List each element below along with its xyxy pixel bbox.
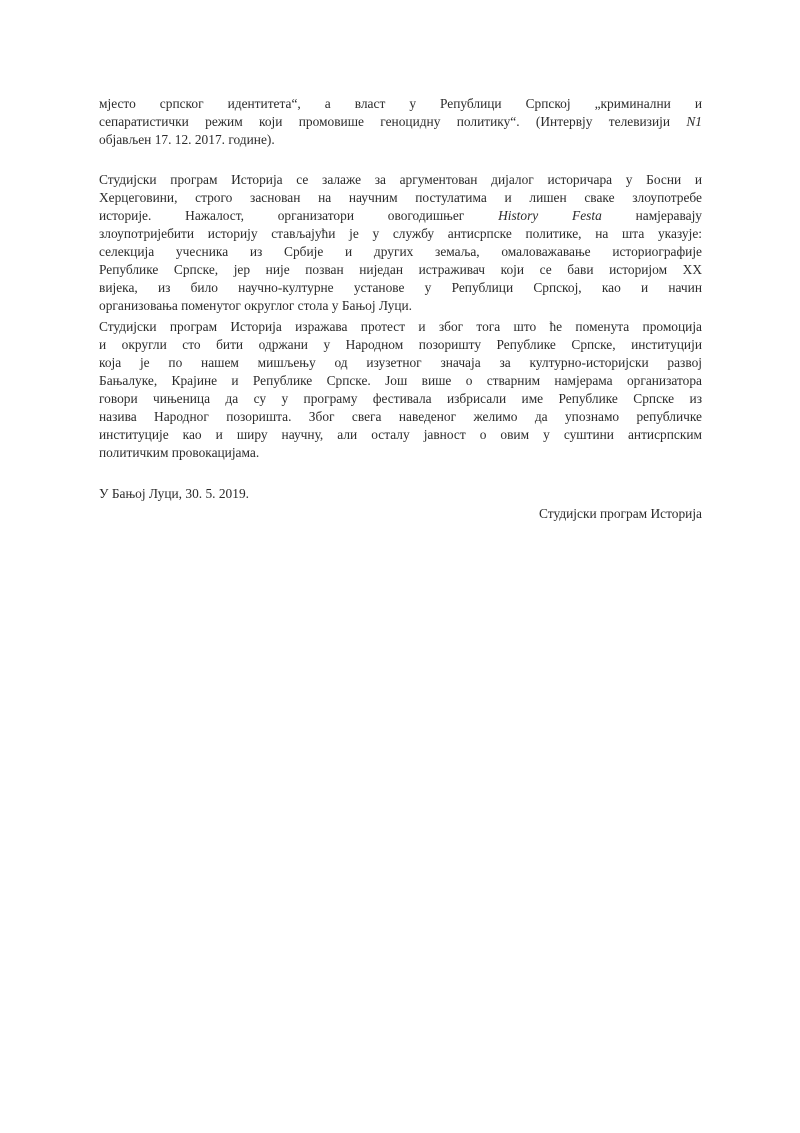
paragraph-3-line-1: Студијски програм Историја изражава протест и због тога што ће поменута промоција	[99, 319, 702, 334]
paragraph-2-line-5: селекција учесника из Србије и других земаља, омаловажавање историографије	[99, 244, 702, 259]
paragraph-3-line-7: институције као и ширу научну, али осталу јавност о овим у суштини антисрпским	[99, 427, 702, 442]
paragraph-1-line-2-text: сепаратистички режим који промовише геноцидну политику“. (Интервју телевизији	[99, 114, 687, 129]
paragraph-3-line-6: назива Народног позоришта. Због свега наведеног желимо да упознамо републичке	[99, 409, 702, 424]
paragraph-2-line-3-text: историје. Нажалост, организатори овогодишњег	[99, 208, 499, 223]
paragraph-1-line-3: објављен 17. 12. 2017. године).	[99, 132, 275, 147]
place-and-date: У Бањој Луци, 30. 5. 2019.	[99, 486, 249, 501]
paragraph-2-line-3-tail: намјеравају	[601, 208, 702, 223]
paragraph-1-line-1: мјесто српског идентитета“, а власт у Републици Српској „криминални и	[99, 96, 702, 111]
festival-name: History Festa	[498, 208, 602, 223]
paragraph-1-line-2	[99, 114, 702, 130]
paragraph-3-line-5: говори чињеница да су у програму фестивала избрисали име Републике Српске из	[99, 391, 702, 406]
signature: Студијски програм Историја	[539, 506, 702, 521]
paragraph-3-line-3: која је по нашем мишљењу од изузетног значаја за културно-историјски развој	[99, 355, 702, 370]
paragraph-2-line-7: вијека, из било научно-културне установе у Републици Српској, као и начин	[99, 280, 702, 295]
paragraph-2-line-8: организовања поменутог округлог стола у Бањој Луци.	[99, 298, 413, 313]
paragraph-2-line-4: злоупотријебити историју стављајући је у службу антисрпске политике, на шта указује:	[99, 226, 702, 241]
paragraph-2-line-3	[99, 208, 702, 224]
paragraph-2-line-1: Студијски програм Историја се залаже за аргументован дијалог историчара у Босни и	[99, 172, 702, 187]
tv-channel-name: N1	[686, 114, 702, 129]
paragraph-3-line-4: Бањалуке, Крајине и Републике Српске. Још више о стварним намјерама организатора	[99, 373, 702, 388]
paragraph-3-line-2: и округли сто бити одржани у Народном позоришту Републике Српске, институцији	[99, 337, 702, 352]
paragraph-3-line-8: политичким провокацијама.	[99, 445, 260, 460]
paragraph-2-line-6: Републике Српске, јер није позван ниједан истраживач који се бави историјом XX	[99, 262, 702, 277]
paragraph-2-line-2: Херцеговини, строго заснован на научним постулатима и лишен сваке злоупотребе	[99, 190, 702, 205]
